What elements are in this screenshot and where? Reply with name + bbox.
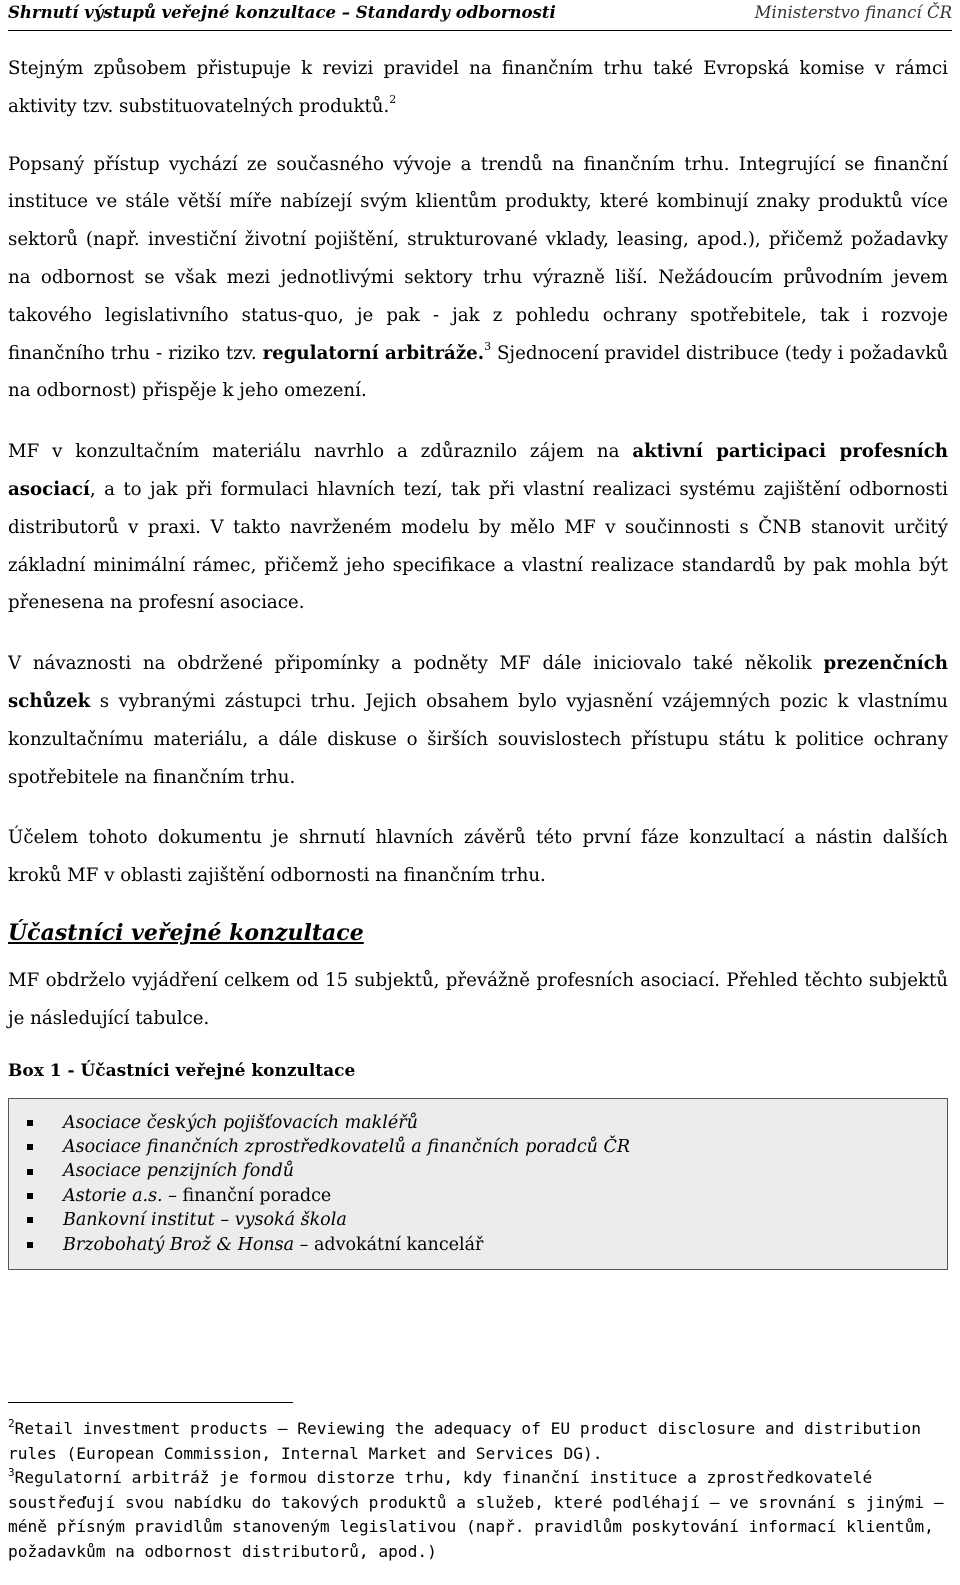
participants-box: [8, 1098, 948, 1270]
paragraph-2: [8, 146, 948, 411]
list-item: [23, 1184, 947, 1208]
footnote-text: Retail investment products – Reviewing the adequacy of EU product disclosure and distribution rules (European Commission, Internal Market and Services DG).: [8, 1419, 921, 1463]
section-intro: MF obdrželo vyjádření celkem od 15 subjektů, převážně profesních asociací. Přehled těchto subjektů je následující tabulce.: [8, 969, 948, 1029]
paragraph-3-bold: aktivní participaci profesních asociací: [8, 441, 949, 500]
paragraph-1: [8, 50, 948, 126]
bullet-icon: [27, 1193, 33, 1199]
bullet-icon: [27, 1242, 33, 1248]
header-organization: Ministerstvo financí ČR: [754, 3, 952, 22]
footnote-number: 3: [8, 1465, 15, 1479]
paragraph-2-text-c: Sjednocení pravidel distribuce (tedy i požadavků na odbornost) přispěje k jeho omezení.: [8, 342, 948, 402]
list-item-name: Asociace finančních zprostředkovatelů a finančních poradců ČR: [63, 1136, 631, 1157]
list-item-name: Astorie a.s.: [63, 1185, 163, 1206]
paragraph-4: [8, 645, 948, 796]
section-heading: Účastníci veřejné konzultace: [8, 919, 364, 946]
bullet-icon: [27, 1217, 33, 1223]
list-item-note: – advokátní kancelář: [294, 1234, 484, 1255]
list-item-name: Bankovní institut – vysoká škola: [63, 1210, 347, 1231]
footnote-divider: [8, 1402, 293, 1403]
paragraph-5-text: Účelem tohoto dokumentu je shrnutí hlavních závěrů této první fáze konzultací a nástin dalších kroků MF v oblasti zajištění odbornosti na finančním trhu.: [8, 827, 948, 887]
box-title: Box 1 - Účastníci veřejné konzultace: [8, 1060, 356, 1081]
paragraph-3: [8, 433, 948, 622]
paragraph-2-bold: regulatorní arbitráže: [262, 342, 478, 364]
bullet-icon: [27, 1120, 33, 1126]
paragraph-4-bold: prezenčních schůzek: [8, 653, 948, 712]
footnote-3: [8, 1466, 948, 1564]
footnote-text: Regulatorní arbitráž je formou distorze trhu, kdy finanční instituce a zprostředkovatelé soustřeďují svou nabídku do takových produktů a služeb, které podléhají – ve srovnání s jinými – méně přísným pravidlům stanoveným legislativou (např. pravidlům poskytování informací klientům, požadavkům na odbornost distributorů, apod.): [8, 1468, 944, 1561]
footnote-2: [8, 1417, 948, 1466]
list-item: [23, 1159, 947, 1183]
list-item-name: Asociace penzijních fondů: [63, 1161, 295, 1182]
bullet-icon: [27, 1169, 33, 1175]
list-item-name: Brzobohatý Brož & Honsa: [63, 1234, 295, 1255]
footnote-ref-3[interactable]: 3: [484, 339, 492, 353]
paragraph-2-text-a: Popsaný přístup vychází ze současného vývoje a trendů na finančním trhu. Integrující se finanční instituce ve stále větší míře nabízejí svým klientům produkty, které kombinují znaky produktů více sektorů (např. investiční životní pojištění, strukturované vklady, leasing, apod.), přičemž požadavky na odbornost se však mezi jednotlivými sektory trhu výrazně liší. Nežádoucím průvodním jevem takového legislativního status-quo, je pak - jak z pohledu ochrany spotřebitele, tak i rozvoje finančního trhu - riziko tzv.: [8, 153, 948, 364]
paragraph-5: [8, 819, 948, 895]
header-title: Shrnutí výstupů veřejné konzultace – Standardy odbornosti: [8, 3, 556, 22]
document-body: [8, 50, 948, 1270]
page-header: [8, 0, 952, 31]
list-item: [23, 1233, 947, 1257]
paragraph-4-text-a: V návaznosti na obdržené připomínky a podněty MF dále iniciovalo také několik: [8, 653, 824, 675]
list-item: [23, 1208, 947, 1232]
list-item-note: – finanční poradce: [162, 1185, 332, 1206]
list-item: [23, 1135, 947, 1159]
paragraph-3-text-a: MF v konzultačním materiálu navrhlo a zdůraznilo zájem na: [8, 441, 633, 463]
list-item: [23, 1111, 947, 1135]
footnotes: [8, 1402, 948, 1565]
bullet-icon: [27, 1144, 33, 1150]
paragraph-3-text-b: , a to jak při formulaci hlavních tezí, tak při vlastní realizaci systému zajištění odbornosti distributorů v praxi. V takto navrženém modelu by mělo MF v součinnosti s ČNB stanovit určitý základní minimální rámec, přičemž jeho specifikace a vlastní realizace standardů by pak mohla být přenesena na profesní asociace.: [8, 478, 948, 614]
paragraph-4-text-b: s vybranými zástupci trhu. Jejich obsahem bylo vyjasnění vzájemných pozic k vlastnímu konzultačnímu materiálu, a dále diskuse o širších souvislostech přístupu státu k politice ochrany spotřebitele na finančním trhu.: [8, 690, 948, 788]
paragraph-1-text: Stejným způsobem přistupuje k revizi pravidel na finančním trhu také Evropská komise v rámci aktivity tzv. substituovatelných produktů.: [8, 58, 948, 117]
list-item-name: Asociace českých pojišťovacích makléřů: [63, 1112, 418, 1133]
footnote-number: 2: [8, 1416, 15, 1430]
footnote-ref-2[interactable]: 2: [389, 92, 397, 106]
paragraph-2-text-b: .: [477, 342, 485, 364]
